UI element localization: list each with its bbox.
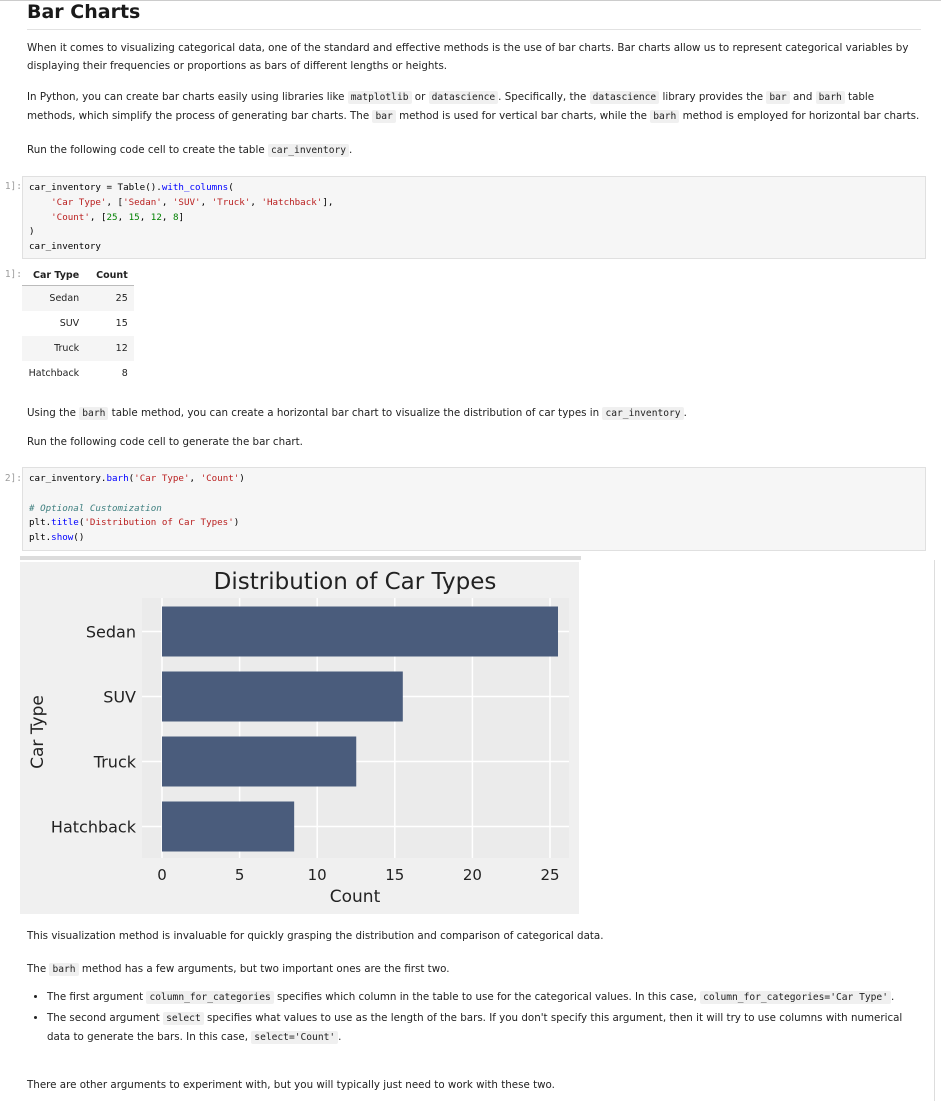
table-cell: Truck <box>22 336 85 361</box>
table-cell: 15 <box>115 318 128 329</box>
inline-code: car_inventory <box>268 144 349 157</box>
chart-title: Distribution of Car Types <box>213 569 497 595</box>
code-cell-1[interactable]: car_inventory = Table().with_columns( 'Car Type', ['Sedan', 'SUV', 'Truck', 'Hatchback'], 'Count', [25, 15, 12, 8] ) car_inventory <box>22 176 926 259</box>
code-cell-2[interactable]: car_inventory.barh('Car Type', 'Count') # Optional Customization plt.title('Distribution of Car Types') plt.show() <box>22 467 926 551</box>
table-cell: 8 <box>121 368 128 379</box>
run-instruction-1: Run the following code cell to create the table car_inventory . <box>27 144 353 156</box>
y-tick-label: Truck <box>93 752 136 772</box>
table-row <box>22 336 134 361</box>
x-tick-label: 0 <box>157 866 167 884</box>
list-item: • The first argument column_for_categories specifies which column in the table to use for the categorical values. In this case, column_for_categories='Car Type' . <box>47 988 917 1007</box>
y-tick-label: Hatchback <box>50 817 136 837</box>
inline-code: bar <box>766 91 789 104</box>
list-item: • The second argument select specifies what values to use as the length of the bars. If you don't specify this argument, then it will try to use columns with numerical data to generate the bars. In this case, select='Count' . <box>47 1009 917 1047</box>
bar-hatchback <box>162 802 294 852</box>
python-paragraph: In Python, you can create bar charts easily using libraries like matplotlib or datascience . Specifically, the datascience library provides the bar and barh table methods, which simplify the process of generating bar charts. The bar method is used for vertical bar charts, while the barh method is employed for horizontal bar charts. <box>27 91 920 122</box>
intro-paragraph: When it comes to visualizing categorical data, one of the standard and effective methods is the use of bar charts. Bar charts allow us to represent categorical variables by displaying their frequencies or proportions as bars of different lengths or heights. <box>27 42 909 72</box>
y-axis-label: Car Type <box>28 695 48 769</box>
visualization-paragraph: This visualization method is invaluable for quickly grasping the distribution and comparison of categorical data. <box>27 930 604 942</box>
inline-code: barh <box>79 407 108 420</box>
bar-chart <box>20 556 581 916</box>
table-cell: 12 <box>85 336 134 361</box>
bar-truck <box>162 737 356 787</box>
column-header: Car Type <box>22 266 85 286</box>
column-header: Count <box>85 266 134 286</box>
heading-divider <box>27 29 921 30</box>
x-tick-label: 15 <box>385 866 405 884</box>
output-prompt-1: 1]: <box>4 269 22 280</box>
y-tick-label: SUV <box>103 687 136 707</box>
table-row <box>22 361 134 386</box>
x-tick-label: 5 <box>234 866 245 884</box>
closing-paragraph: There are other arguments to experiment with, but you will typically just need to work with these two. <box>27 1079 555 1091</box>
inline-code: car_inventory <box>602 407 683 420</box>
inline-code: barh <box>816 91 845 104</box>
car-inventory-table <box>22 266 134 386</box>
scrollbar-track[interactable] <box>934 560 935 1101</box>
inline-code: select <box>163 1012 204 1025</box>
y-tick-label: Sedan <box>85 622 136 642</box>
x-tick-label: 25 <box>540 866 560 884</box>
barh-paragraph: Using the barh table method, you can create a horizontal bar chart to visualize the distribution of car types in car_inventory . <box>27 407 687 419</box>
table-cell: Sedan <box>22 286 85 312</box>
inline-code: column_for_categories='Car Type' <box>700 991 891 1004</box>
section-heading: Bar Charts <box>27 1 141 23</box>
inline-code: column_for_categories <box>146 991 273 1004</box>
table-row <box>22 311 134 336</box>
argument-list <box>27 988 917 1049</box>
inline-code: bar <box>372 110 395 123</box>
x-tick-label: 10 <box>307 866 327 884</box>
x-axis-label: Count <box>329 887 381 907</box>
output-scroll-edge <box>20 556 581 560</box>
input-prompt-2: 2]: <box>4 473 22 484</box>
table-cell: 25 <box>85 286 134 312</box>
arguments-paragraph: The barh method has a few arguments, but two important ones are the first two. <box>27 963 450 975</box>
inline-code: datascience <box>429 91 499 104</box>
run-instruction-2: Run the following code cell to generate the bar chart. <box>27 436 303 448</box>
top-border <box>0 0 941 1</box>
inline-code: barh <box>49 963 78 976</box>
bar-chart-output <box>20 556 581 916</box>
inline-code: datascience <box>590 91 660 104</box>
inline-code: select='Count' <box>251 1031 338 1044</box>
input-prompt-1: 1]: <box>4 181 22 192</box>
table-cell: Hatchback <box>28 368 80 379</box>
inline-code: barh <box>650 110 679 123</box>
bar-suv <box>162 672 403 722</box>
table-cell: SUV <box>59 318 80 329</box>
bar-sedan <box>162 607 558 657</box>
table-row <box>22 286 134 312</box>
x-tick-label: 20 <box>462 866 482 884</box>
inline-code: matplotlib <box>348 91 412 104</box>
